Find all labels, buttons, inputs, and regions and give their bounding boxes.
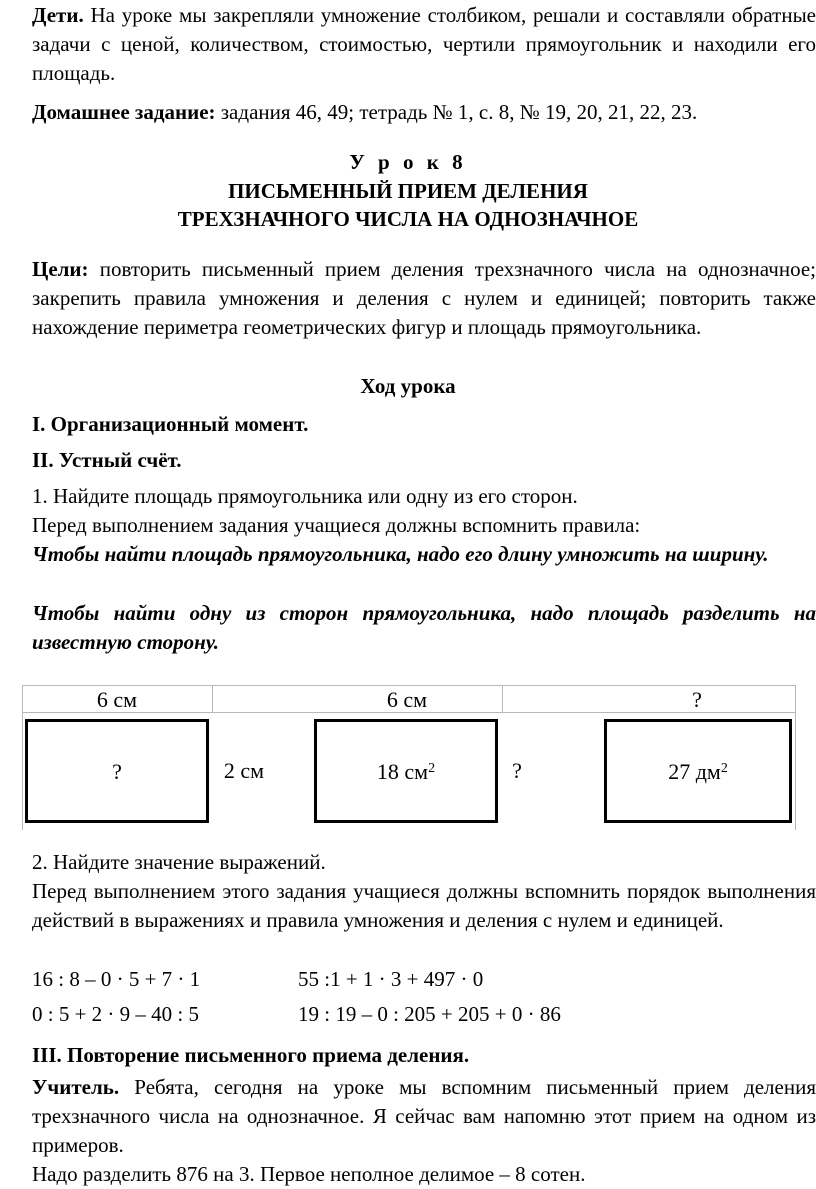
task2-pre: Перед выполнением этого задания учащиеся должны вспомнить порядок выполнения действий в выражениях и правила умножения и деления с нулем и единицей. <box>32 879 816 932</box>
expression-2: 55 :1 + 1 · 3 + 497 · 0 <box>298 967 484 991</box>
goals-paragraph <box>32 255 816 342</box>
homework-text: задания 46, 49; тетрадь № 1, с. 8, № 19, 20, 21, 22, 23. <box>215 100 698 124</box>
top-label-2: 6 см <box>386 687 428 712</box>
expression-3: 0 : 5 + 2 · 9 – 40 : 5 <box>32 1002 200 1026</box>
section-2-heading: II. Устный счёт. <box>32 448 182 472</box>
side-label-2: ? <box>512 758 522 783</box>
top-label-1: 6 см <box>96 687 138 712</box>
teacher-text: Ребята, сегодня на уроке мы вспомним письменный прием деления трехзначного числа на однозначное. Я сейчас вам напомню этот прием на одном из примеров. <box>32 1075 816 1157</box>
homework-paragraph <box>32 98 816 127</box>
task1-rule2: Чтобы найти одну из сторон прямоугольника, надо площадь разделить на известную сторону. <box>32 601 816 654</box>
task1-rule1: Чтобы найти площадь прямоугольника, надо его длину умножить на ширину. <box>32 542 769 566</box>
expression-4: 19 : 19 – 0 : 205 + 205 + 0 · 86 <box>298 1002 561 1026</box>
teacher-label: Учитель. <box>32 1075 120 1099</box>
grid-line <box>212 685 213 713</box>
children-text: На уроке мы закрепляли умножение столбиком, решали и составляли обратные задачи с ценой, количеством, стоимостью, чертили прямоугольник и находили его площадь. <box>32 3 816 85</box>
rectangle-1-label: ? <box>112 758 122 784</box>
children-paragraph <box>32 1 816 88</box>
rectangle-1 <box>25 719 209 823</box>
expression-1: 16 : 8 – 0 · 5 + 7 · 1 <box>32 967 201 991</box>
side-label-1: 2 см <box>223 758 265 783</box>
course-heading: Ход урока <box>360 374 456 398</box>
rectangle-3: 27 дм $^2$ <box>604 719 792 823</box>
section-3-heading: III. Повторение письменного приема деления. <box>32 1043 470 1067</box>
section-1-heading: I. Организационный момент. <box>32 412 309 436</box>
rectangle-2-label: 18 см <box>376 758 429 784</box>
task1-pre: Перед выполнением задания учащиеся должны вспомнить правила: <box>32 513 641 537</box>
lesson-title-line1: ПИСЬМЕННЫЙ ПРИЕМ ДЕЛЕНИЯ <box>228 179 588 203</box>
goals-label: Цели: <box>32 257 89 281</box>
rectangle-2: 18 см $^2$ <box>314 719 498 823</box>
teacher-paragraph <box>32 1073 816 1160</box>
goals-text: повторить письменный прием деления трехзначного числа на однозначное; закрепить правила умножения и деления с нулем и единицей; повторить также нахождение периметра геометрических фигур и площадь прямоугольника. <box>32 257 816 339</box>
homework-label: Домашнее задание: <box>32 100 216 124</box>
grid-line <box>795 685 796 830</box>
top-label-3: ? <box>692 687 702 712</box>
children-label: Дети. <box>32 3 84 27</box>
task2-text: 2. Найдите значение выражений. <box>32 850 326 874</box>
lesson-title-line2: ТРЕХЗНАЧНОГО ЧИСЛА НА ОДНОЗНАЧНОЕ <box>177 207 639 231</box>
task1-text: 1. Найдите площадь прямоугольника или одну из его сторон. <box>32 484 578 508</box>
teacher-last-line: Надо разделить 876 на 3. Первое неполное делимое – 8 сотен. <box>32 1162 586 1186</box>
rectangle-3-label: 27 дм <box>668 758 721 784</box>
lesson-number: У р о к 8 <box>349 150 467 174</box>
rectangles-figure <box>22 685 796 830</box>
grid-line <box>502 685 503 713</box>
